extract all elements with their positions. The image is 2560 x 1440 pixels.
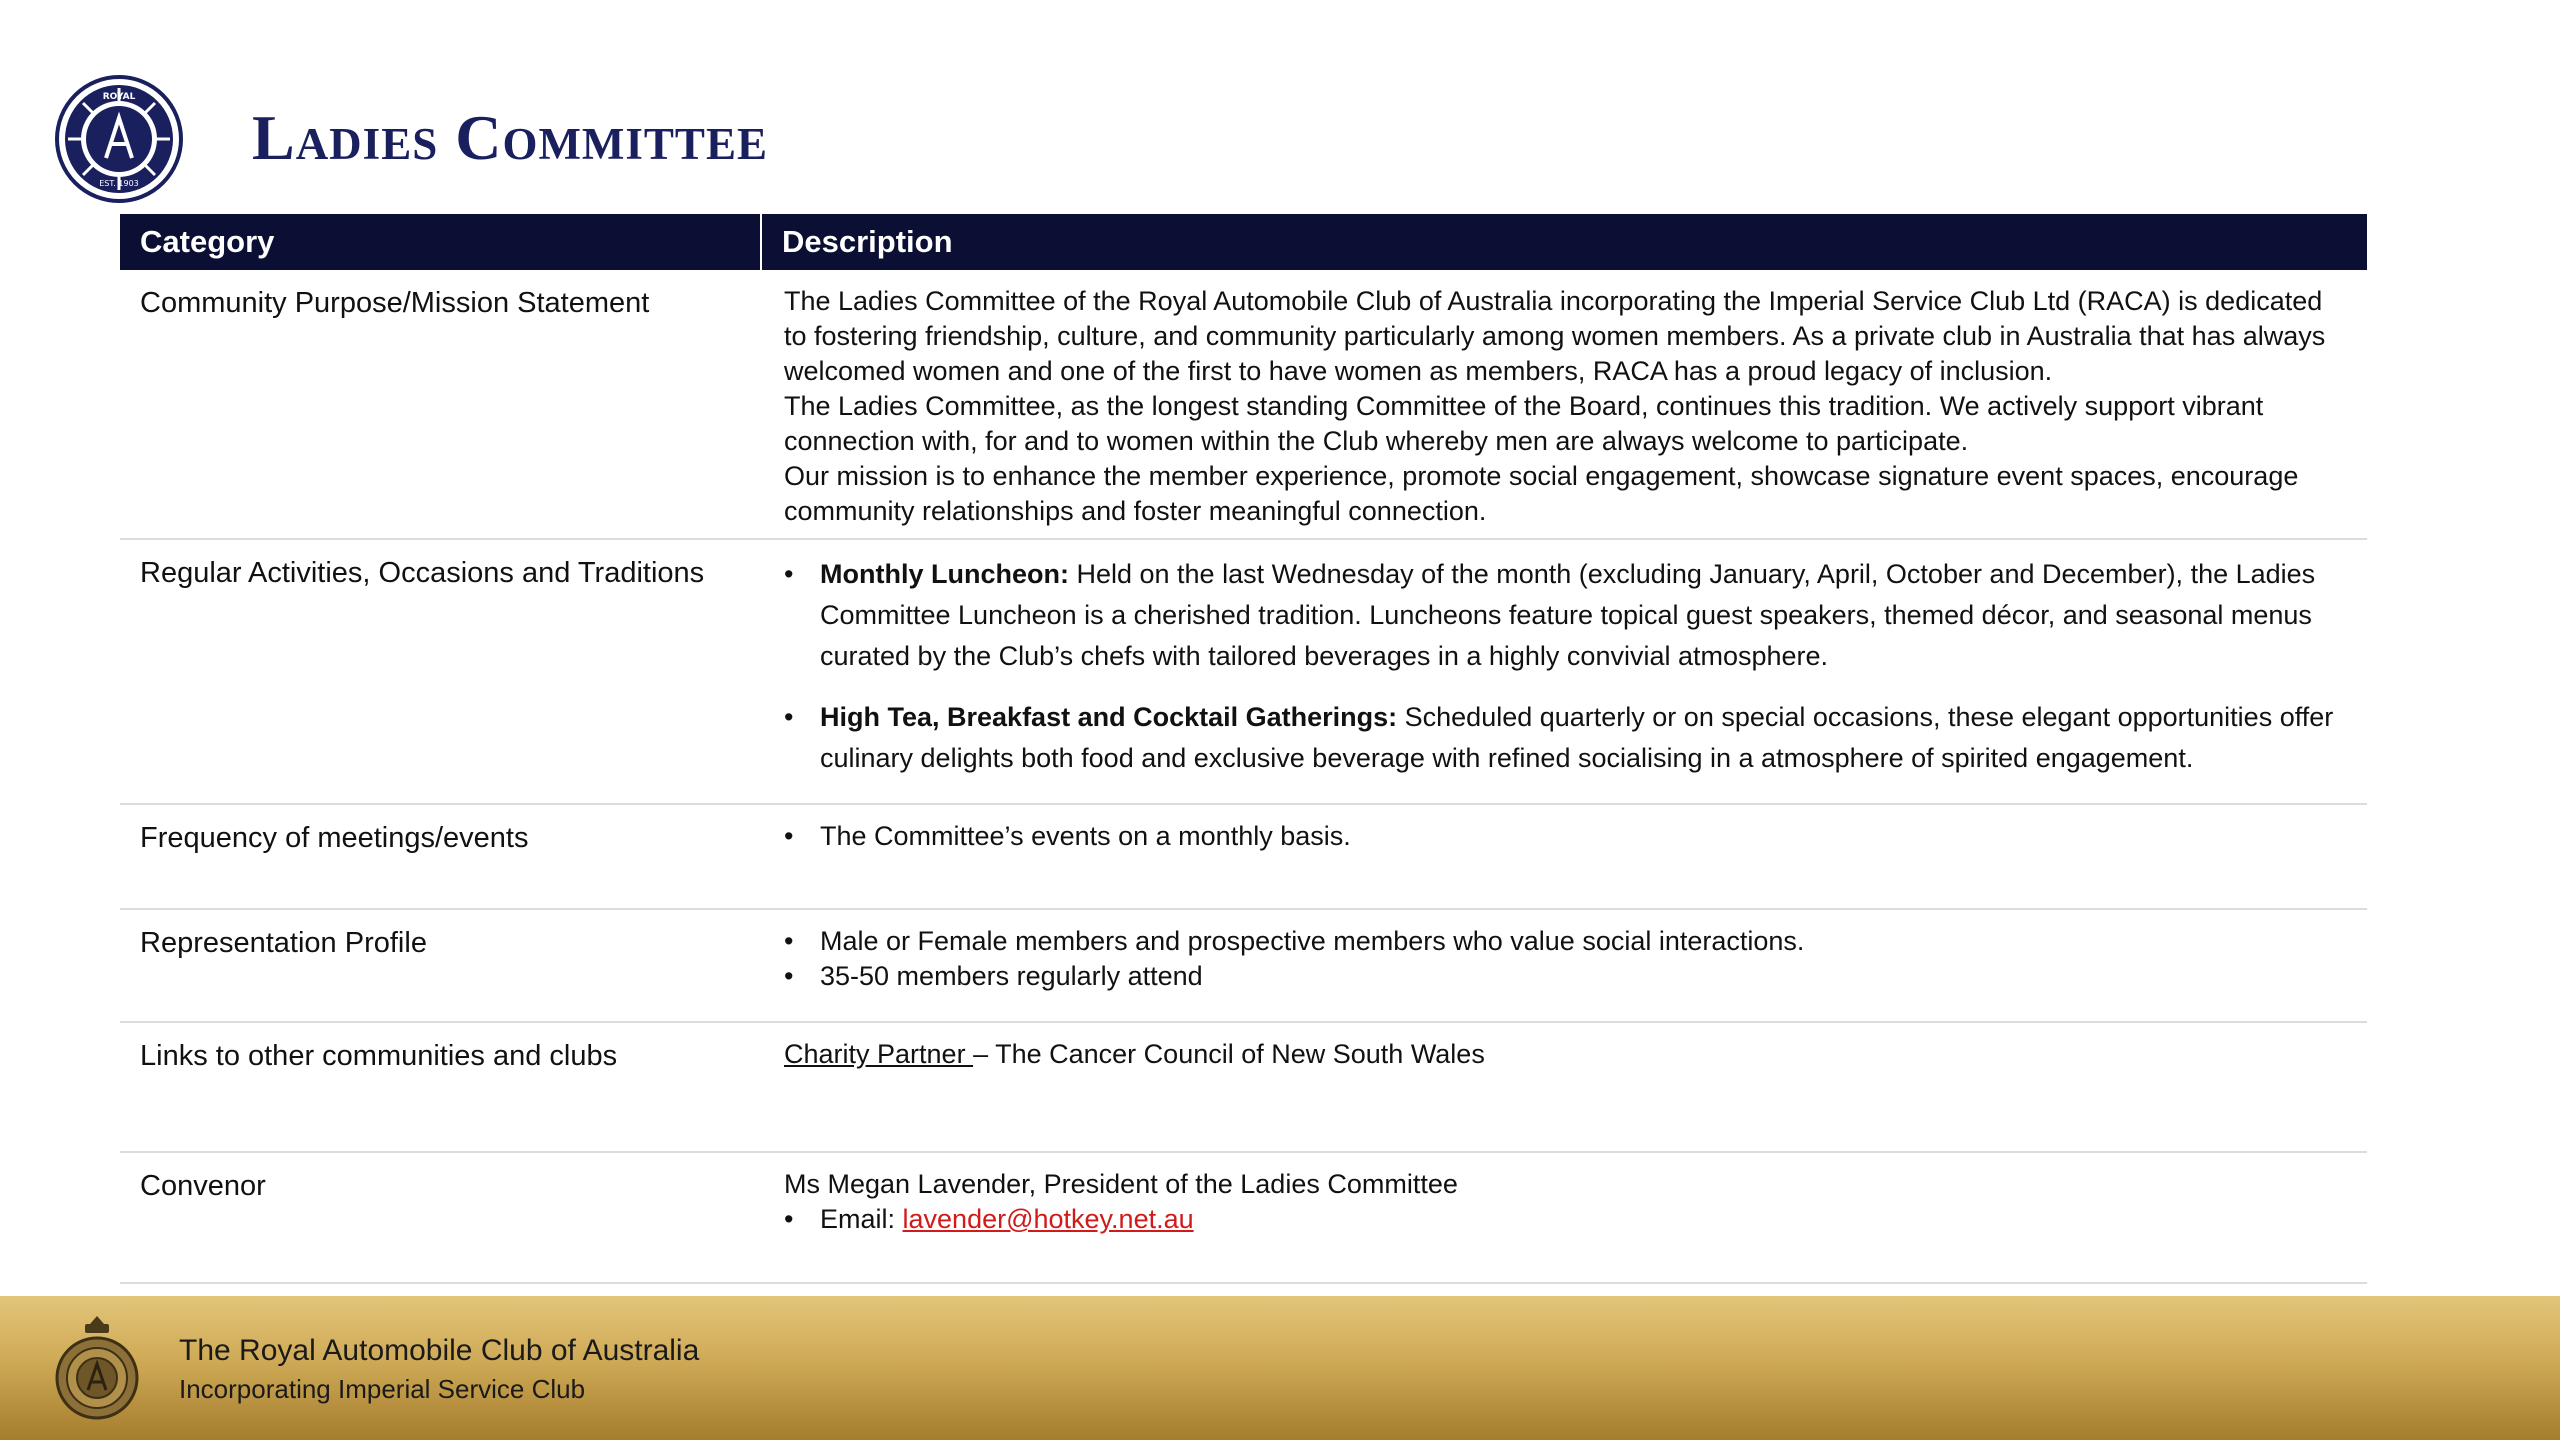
row-description: [762, 924, 2367, 1021]
row-category: Frequency of meetings/events: [140, 822, 529, 854]
activity-text: Held on the last Wednesday of the month (excluding January, April, October and December), the Ladies Committee Luncheon is a cherished tradition. Luncheons feature topical guest speakers, themed décor, and seasonal menus curated by the Club’s chefs with tailored beverages in a highly convivial atmosphere.: [820, 559, 2316, 671]
email-label: Email:: [820, 1204, 903, 1234]
raca-crest-icon: [54, 74, 184, 204]
row-description: [762, 1167, 2367, 1282]
row-description: [762, 1037, 2367, 1151]
table-header: [120, 214, 2367, 270]
row-category: Convenor: [140, 1170, 266, 1202]
footer-subtitle: Incorporating Imperial Service Club: [179, 1374, 586, 1404]
mission-paragraph: Our mission is to enhance the member experience, promote social engagement, showcase signature event spaces, encourage community relationships and foster meaningful connection.: [784, 461, 2299, 526]
page-title: Ladies Committee: [252, 102, 768, 173]
convenor-name: Ms Megan Lavender, President of the Ladies Committee: [784, 1169, 1458, 1199]
committee-table: [120, 214, 2367, 1284]
email-link[interactable]: lavender@hotkey.net.au: [902, 1204, 1194, 1234]
row-category: Regular Activities, Occasions and Traditions: [140, 557, 705, 589]
column-header-category: Category: [120, 214, 762, 270]
mission-paragraph: The Ladies Committee of the Royal Automobile Club of Australia incorporating the Imperial Service Club Ltd (RACA) is dedicated to fostering friendship, culture, and community particularly among women members. As a private club in Australia that has always welcomed women and one of the first to have women as members, RACA has a proud legacy of inclusion.: [784, 286, 2326, 386]
table-row: [120, 540, 2367, 805]
logo-text-bottom: EST. 1903: [99, 179, 139, 188]
row-description: [762, 819, 2367, 908]
raca-badge-icon: [52, 1314, 142, 1424]
row-category: Representation Profile: [140, 927, 427, 959]
table-row: [120, 1023, 2367, 1153]
mission-paragraph: The Ladies Committee, as the longest standing Committee of the Board, continues this tradition. We actively support vibrant connection with, for and to women within the Club whereby men are always welcome to participate.: [784, 391, 2264, 456]
list-item: [784, 554, 2347, 677]
activity-title: Monthly Luncheon:: [820, 559, 1069, 589]
table-row: [120, 1153, 2367, 1284]
list-item: [784, 1202, 2347, 1237]
table-row: [120, 270, 2367, 540]
list-item: [784, 697, 2347, 779]
table-row: [120, 805, 2367, 910]
row-description: [762, 284, 2367, 538]
list-item: • Male or Female members and prospective members who value social interactions.: [784, 924, 2347, 959]
table-row: [120, 910, 2367, 1023]
row-category: Links to other communities and clubs: [140, 1040, 618, 1072]
row-category: Community Purpose/Mission Statement: [140, 287, 650, 319]
frequency-list: [784, 819, 2347, 854]
charity-partner-name: – The Cancer Council of New South Wales: [973, 1039, 1485, 1069]
convenor-contact-list: [784, 1202, 2347, 1237]
row-description: [762, 554, 2367, 803]
charity-partner-link[interactable]: Charity Partner: [784, 1039, 974, 1069]
list-item: • The Committee’s events on a monthly basis.: [784, 819, 2347, 854]
representation-list: [784, 924, 2347, 994]
logo-text-top: ROYAL: [102, 92, 136, 102]
activity-title: High Tea, Breakfast and Cocktail Gatherings:: [820, 702, 1398, 732]
list-item: • 35-50 members regularly attend: [784, 959, 2347, 994]
activity-text: Scheduled quarterly or on special occasions, these elegant opportunities offer culinary delights both food and exclusive beverage with refined socialising in a atmosphere of spirited engagement.: [820, 702, 2334, 773]
activities-list: [784, 554, 2347, 779]
footer-title: The Royal Automobile Club of Australia: [179, 1334, 700, 1367]
footer-bar: [0, 1296, 2560, 1440]
column-header-description: Description: [782, 224, 953, 259]
